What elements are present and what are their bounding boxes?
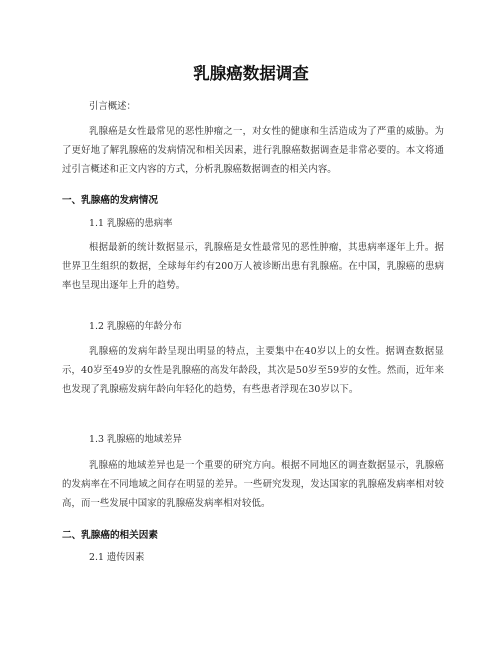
subsection-2-1-title: 2.1 遗传因素 — [89, 552, 145, 563]
subsection-1-3-title: 1.3 乳腺癌的地域差异 — [89, 434, 182, 445]
subsection-1-3-paragraph: 乳腺癌的地域差异也是一个重要的研究方向。根据不同地区的调查数据显示，乳腺癌的发病率在不同地域之间存在明显的差异。一些研究发现，发达国家的乳腺癌发病率相对较高，而一些发展中国家的乳腺癌发病率相对较低。 — [62, 460, 444, 510]
subsection-1-1-paragraph: 根据最新的统计数据显示，乳腺癌是女性最常见的恶性肿瘤，其患病率逐年上升。据世界卫生组织的数据，全球每年约有200万人被诊断出患有乳腺癌。在中国，乳腺癌的患病率也呈现出逐年上升的趋势。 — [62, 242, 444, 292]
page-title: 乳腺癌数据调查 — [193, 64, 309, 83]
intro-label: 引言概述： — [89, 101, 136, 112]
subsection-1-2-paragraph: 乳腺癌的发病年龄呈现出明显的特点，主要集中在40岁以上的女性。据调查数据显示，40岁至49岁的女性是乳腺癌的高发年龄段，其次是50岁至59岁的女性。然而，近年来也发现了乳腺癌发病年龄向年轻化的趋势，有些患者浮现在30岁以下。 — [62, 346, 444, 396]
subsection-1-2-title: 1.2 乳腺癌的年龄分布 — [89, 321, 182, 332]
section-1-heading: 一、乳腺癌的发病情况 — [62, 195, 158, 206]
subsection-1-1-title: 1.1 乳腺癌的患病率 — [89, 218, 173, 229]
intro-paragraph: 乳腺癌是女性最常见的恶性肿瘤之一，对女性的健康和生活造成为了严重的威胁。为了更好地了解乳腺癌的发病情况和相关因素，进行乳腺癌数据调查是非常必要的。本文将通过引言概述和正文内容的方式，分析乳腺癌数据调查的相关内容。 — [62, 126, 444, 176]
section-2-heading: 二、乳腺癌的相关因素 — [62, 530, 158, 541]
